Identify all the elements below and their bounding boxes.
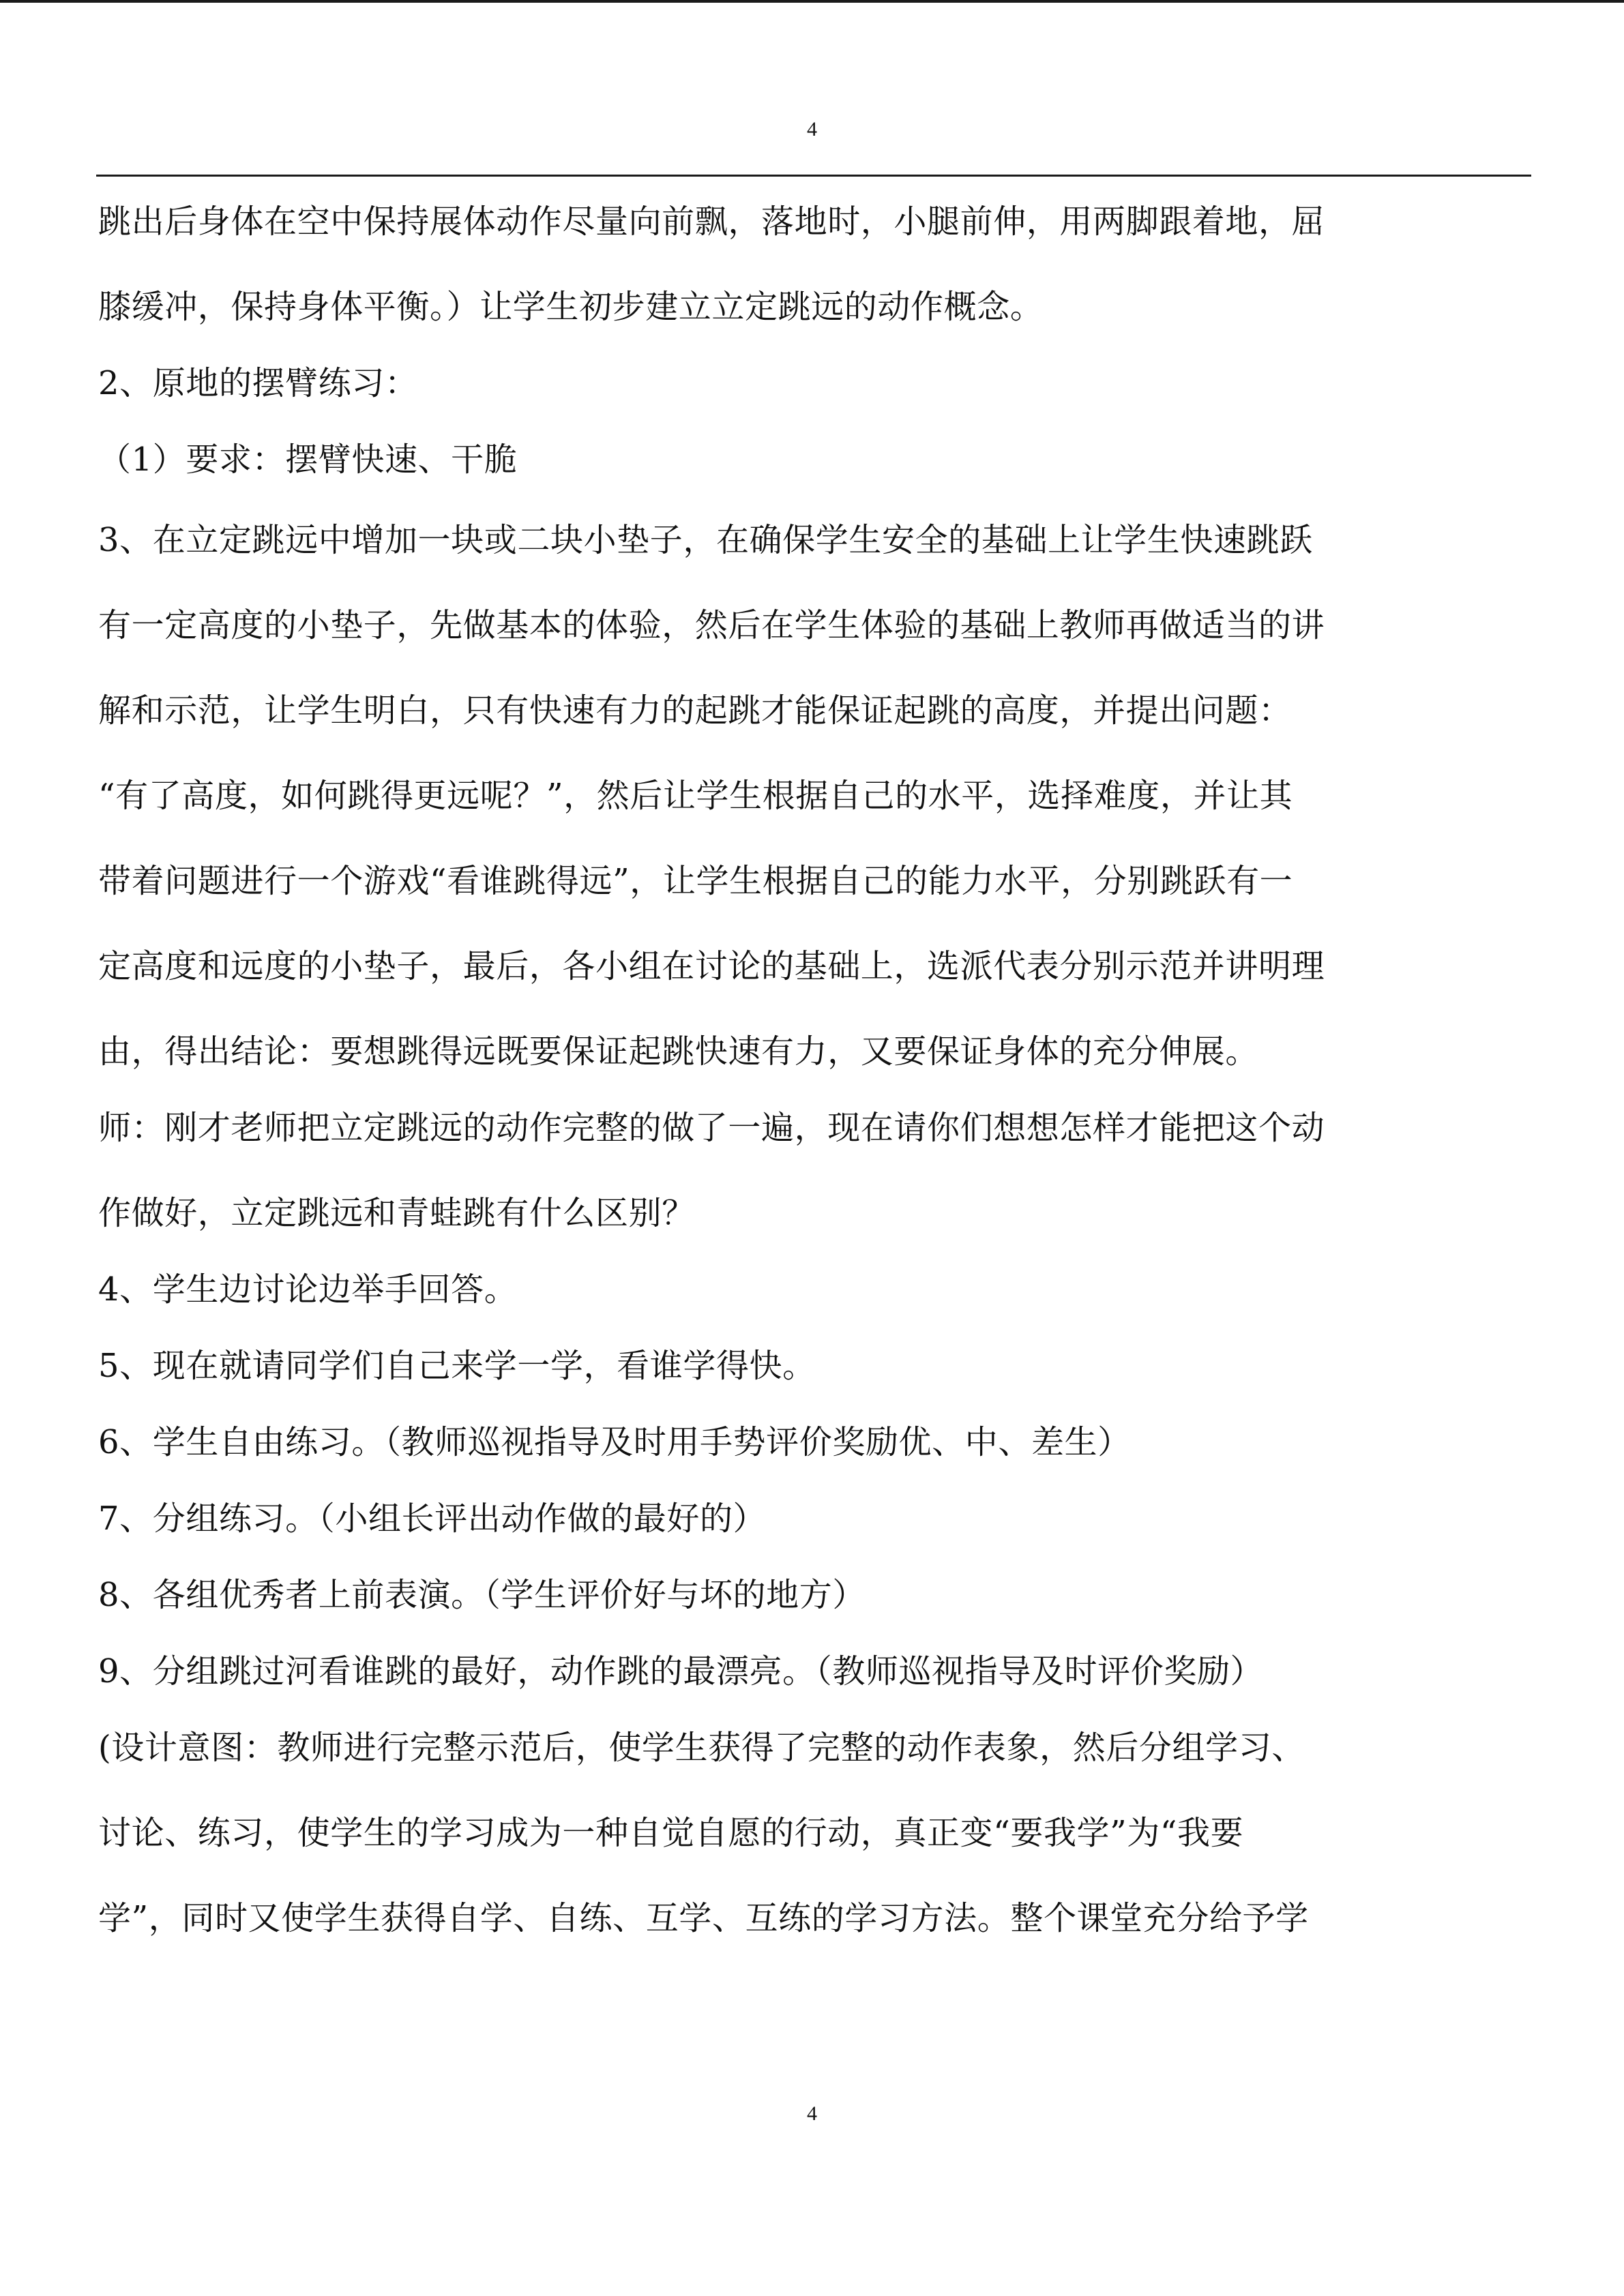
body-line: 有一定高度的小垫子，先做基本的体验，然后在学生体验的基础上教师再做适当的讲 <box>98 606 1325 644</box>
body-line: 8、各组优秀者上前表演。（学生评价好与坏的地方） <box>98 1576 866 1614</box>
footer-page-number: 4 <box>807 2102 817 2125</box>
body-line: 2、原地的摆臂练习： <box>98 364 418 402</box>
document-body <box>98 188 1531 1969</box>
body-line: 师：刚才老师把立定跳远的动作完整的做了一遍，现在请你们想想怎样才能把这个动 <box>98 1109 1325 1147</box>
body-line: （1）要求：摆臂快速、干脆 <box>98 441 518 479</box>
body-line: 6、学生自由练习。（教师巡视指导及时用手势评价奖励优、中、差生） <box>98 1423 1131 1461</box>
header-rule <box>96 175 1531 177</box>
body-line: 解和示范，让学生明白，只有快速有力的起跳才能保证起跳的高度，并提出问题： <box>98 691 1292 730</box>
body-line: 5、现在就请同学们自己来学一学，看谁学得快。 <box>98 1347 816 1385</box>
header-page-number: 4 <box>807 118 817 140</box>
body-line: 9、分组跳过河看谁跳的最好，动作跳的最漂亮。（教师巡视指导及时评价奖励） <box>98 1652 1264 1690</box>
body-line: 跳出后身体在空中保持展体动作尽量向前飘，落地时，小腿前伸，用两脚跟着地，屈 <box>98 203 1325 241</box>
body-line: 4、学生边讨论边举手回答。 <box>98 1270 518 1309</box>
body-line: “有了高度，如何跳得更远呢？”，然后让学生根据自己的水平，选择难度，并让其 <box>98 777 1293 815</box>
body-line: 由，得出结论：要想跳得远既要保证起跳快速有力，又要保证身体的充分伸展。 <box>98 1032 1259 1071</box>
body-line: (设计意图：教师进行完整示范后，使学生获得了完整的动作表象，然后分组学习、 <box>98 1729 1305 1767</box>
body-line: 3、在立定跳远中增加一块或二块小垫子，在确保学生安全的基础上让学生快速跳跃 <box>98 521 1313 559</box>
body-line: 作做好，立定跳远和青蛙跳有什么区别？ <box>98 1194 695 1232</box>
body-line: 7、分组练习。（小组长评出动作做的最好的） <box>98 1500 767 1538</box>
body-line: 讨论、练习，使学生的学习成为一种自觉自愿的行动，真正变“要我学”为“我要 <box>98 1814 1244 1852</box>
page-top-border <box>0 0 1624 3</box>
body-line: 学”，同时又使学生获得自学、自练、互学、互练的学习方法。整个课堂充分给予学 <box>98 1899 1309 1937</box>
body-line: 带着问题进行一个游戏“看谁跳得远”，让学生根据自己的能力水平，分别跳跃有一 <box>98 862 1293 900</box>
body-line: 定高度和远度的小垫子，最后，各小组在讨论的基础上，选派代表分别示范并讲明理 <box>98 947 1325 985</box>
body-line: 膝缓冲，保持身体平衡。）让学生初步建立立定跳远的动作概念。 <box>98 288 1044 326</box>
